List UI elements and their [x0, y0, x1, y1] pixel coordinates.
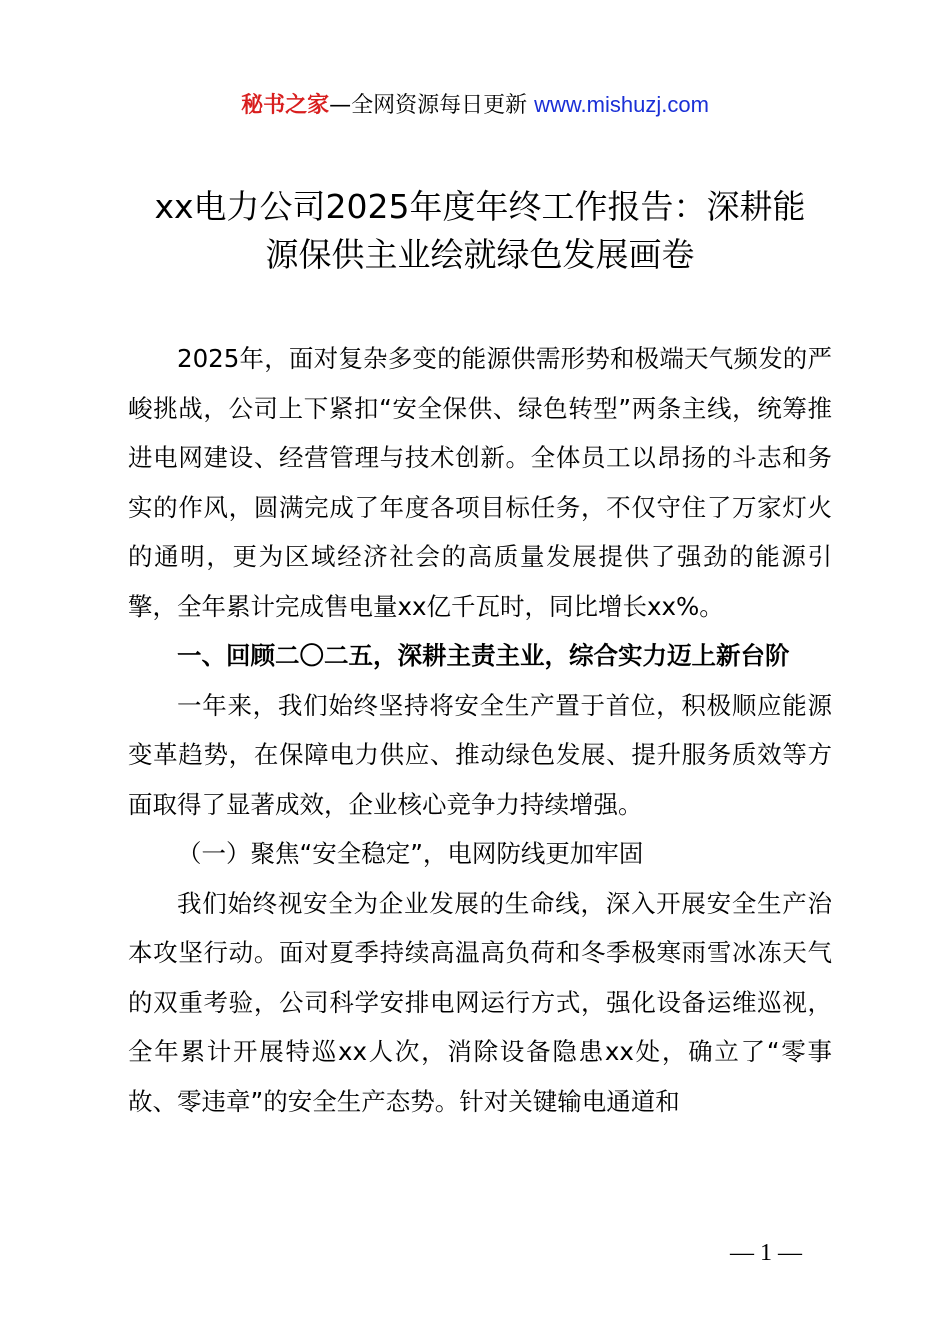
brand-name: 秘书之家 — [241, 93, 330, 118]
site-header — [0, 88, 950, 123]
title-line-1: xx电力公司2025年度年终工作报告：深耕能 — [154, 187, 806, 226]
title-line-2: 源保供主业绘就绿色发展画卷 — [265, 235, 695, 274]
document-title — [130, 183, 830, 279]
page-number: — 1 — — [730, 1240, 802, 1266]
site-url[interactable]: www.mishuzj.com — [534, 92, 709, 117]
intro-paragraph: 2025年，面对复杂多变的能源供需形势和极端天气频发的严峻挑战，公司上下紧扣“安全保供、绿色转型”两条主线，统筹推进电网建设、经营管理与技术创新。全体员工以昂扬的斗志和务实的作风，圆满完成了年度各项目标任务，不仅守住了万家灯火的通明，更为区域经济社会的高质量发展提供了强劲的能源引擎，全年累计完成售电量xx亿千瓦时，同比增长xx%。 — [128, 344, 832, 621]
subsection-heading: （一）聚焦“安全稳定”，电网防线更加牢固 — [177, 839, 644, 868]
subsection-paragraph: 我们始终视安全为企业发展的生命线，深入开展安全生产治本攻坚行动。面对夏季持续高温高负荷和冬季极寒雨雪冰冻天气的双重考验，公司科学安排电网运行方式，强化设备运维巡视，全年累计开展特巡xx人次，消除设备隐患xx处，确立了“零事故、零违章”的安全生产态势。针对关键输电通道和 — [128, 888, 832, 1116]
document-body — [128, 334, 832, 1126]
section-heading: 一、回顾二〇二五，深耕主责主业，综合实力迈上新台阶 — [177, 641, 790, 670]
header-tagline: —全网资源每日更新 — [329, 93, 535, 118]
section-paragraph: 一年来，我们始终坚持将安全生产置于首位，积极顺应能源变革趋势，在保障电力供应、推动绿色发展、提升服务质效等方面取得了显著成效，企业核心竞争力持续增强。 — [128, 690, 832, 819]
